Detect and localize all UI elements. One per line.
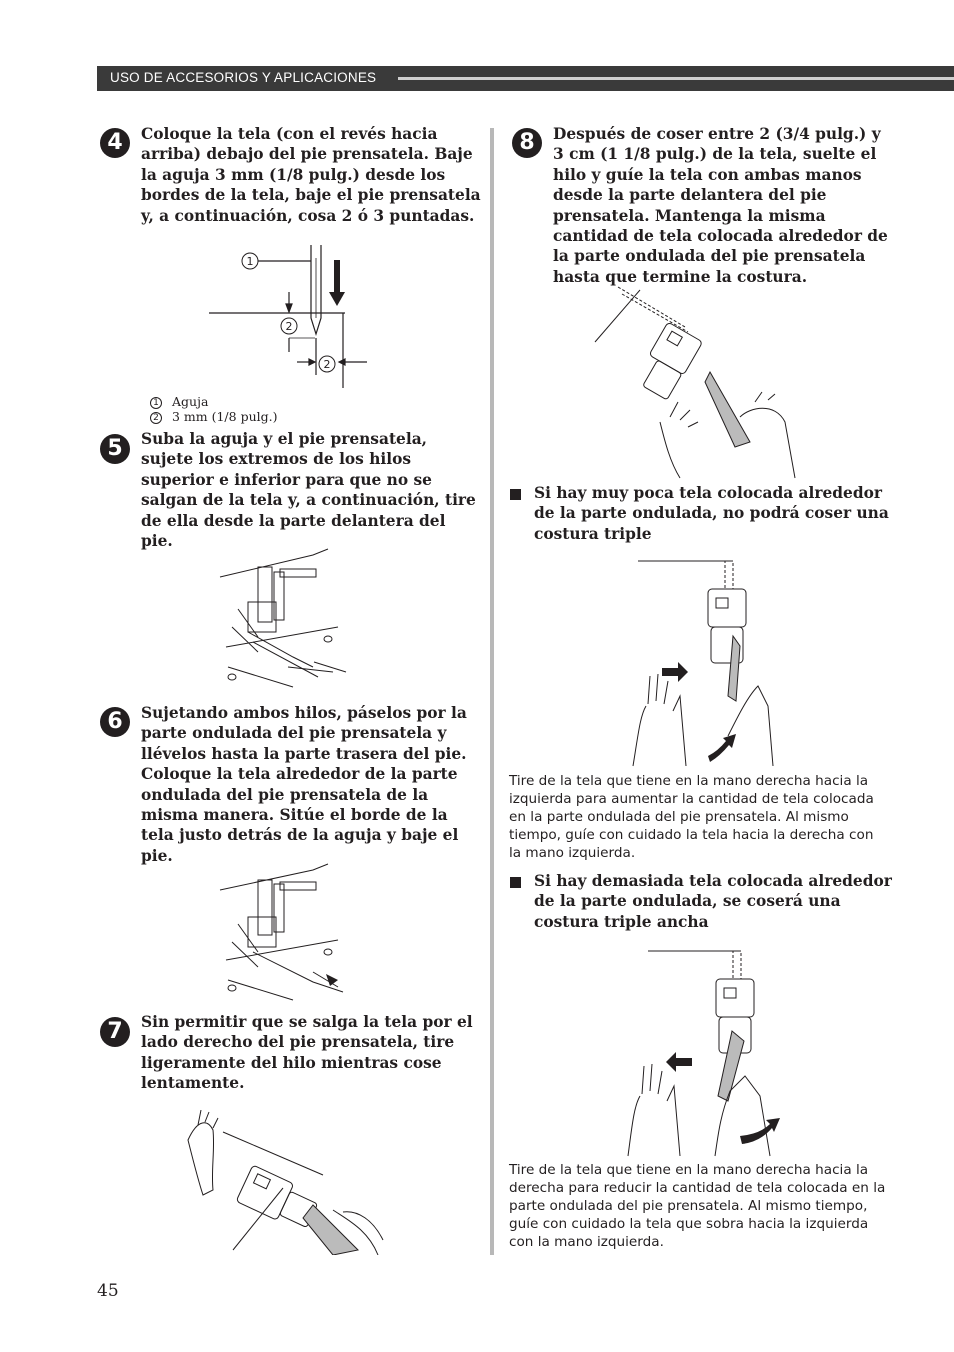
svg-text:1: 1 (246, 255, 254, 268)
step-number-7: 7 (100, 1017, 130, 1047)
adjust-fabric-left-illustration (628, 556, 788, 771)
step-number-8: 8 (512, 128, 542, 158)
note-2-body: Tire de la tela que tiene en la mano derecha hacia la derecha para reducir la cantidad de tela colocada en la parte ondulada del pie prensatela. Al mismo tiempo, guíe con cuidado la tela que sobra hacia la izquierda con la mano izquierda. (509, 1162, 886, 1250)
page-number: 45 (97, 1281, 119, 1301)
svg-text:2: 2 (323, 358, 331, 371)
note-2-bullet (510, 877, 521, 888)
legend-item-distance: 2 3 mm (1/8 pulg.) (150, 409, 277, 424)
note-2-heading: Si hay demasiada tela colocada alrededor de la parte ondulada, se coserá una costura triple ancha (534, 872, 892, 931)
hands-guiding-fabric-illustration (183, 1110, 393, 1255)
section-title: USO DE ACCESORIOS Y APLICACIONES (110, 70, 377, 85)
step-5-text: Suba la aguja y el pie prensatela, sujete los extremos de los hilos superior e inferior para que no se salgan de la tela y, a continuación, tire de ella desde la parte delantera del pie. (141, 430, 476, 551)
diagram-legend (150, 394, 277, 424)
sewing-machine-illustration-pull (218, 547, 348, 692)
step-number-5: 5 (100, 434, 130, 464)
note-1-body: Tire de la tela que tiene en la mano derecha hacia la izquierda para aumentar la cantidad de tela colocada en la parte ondulada del pie prensatela. Al mismo tiempo, guíe con cuidado la tela hacia la derecha con la mano izquierda. (509, 773, 874, 861)
hands-guiding-foot-illustration (590, 282, 810, 480)
note-1-heading: Si hay muy poca tela colocada alrededor de la parte ondulada, no podrá coser una costura triple (534, 484, 889, 543)
note-1-bullet (510, 489, 521, 500)
step-4-text: Coloque la tela (con el revés hacia arriba) debajo del pie prensatela. Baje la aguja 3 mm (1/8 pulg.) desde los bordes de la tela, baje el pie prensatela y, a continuación, cosa 2 ó 3 puntadas. (141, 125, 481, 225)
header-rule (398, 77, 954, 80)
needle-diagram (205, 240, 375, 390)
step-number-6: 6 (100, 707, 130, 737)
svg-text:2: 2 (285, 320, 293, 333)
sewing-machine-illustration-position (218, 862, 348, 1002)
step-7-text: Sin permitir que se salga la tela por el lado derecho del pie prensatela, tire ligeramente del hilo mientras cose lentamente. (141, 1013, 473, 1093)
legend-item-needle: 1 Aguja (150, 394, 277, 409)
column-divider (490, 128, 494, 1255)
step-number-4: 4 (100, 128, 130, 158)
step-8-text: Después de coser entre 2 (3/4 pulg.) y 3 cm (1 1/8 pulg.) de la tela, suelte el hilo y guíe la tela con ambas manos desde la parte delantera del pie prensatela. Mantenga la misma cantidad de tela colocada alrededor de la parte ondulada del pie prensatela hasta que termine la costura. (553, 125, 888, 286)
adjust-fabric-right-illustration (620, 946, 790, 1161)
step-6-text: Sujetando ambos hilos, páselos por la parte ondulada del pie prensatela y llévelos hasta la parte trasera del pie. Coloque la tela alrededor de la parte ondulada del pie prensatela de la misma manera. Sitúe el borde de la tela justo detrás de la aguja y baje el pie. (141, 704, 467, 865)
